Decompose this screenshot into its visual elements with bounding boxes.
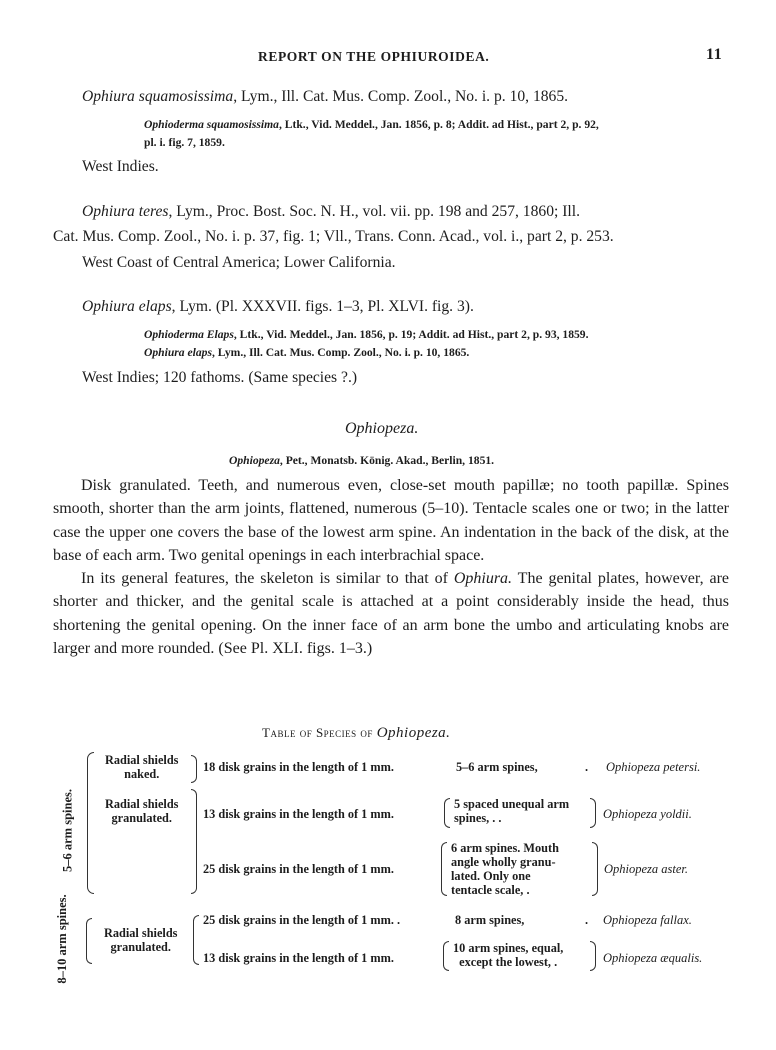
genus-description: [53, 474, 729, 660]
spines-brace: [592, 842, 598, 896]
disk-grains: 18 disk grains in the length of 1 mm.: [203, 760, 394, 774]
spines-brace: [443, 941, 449, 971]
table-title: Table of Species of Ophiopeza.: [262, 725, 451, 741]
description-paragraph: Disk granulated. Teeth, and numerous even, close-set mouth papillæ; no tooth papillæ. Spines smooth, shorter than the arm joints, flattened, numerous (5–10). Tentacle scales one or two; in the latter case the upper one covers the base of the lowest arm spine. An indentation in the back of the disk, at the base of each arm. Two genital openings in each interbrachial space.: [53, 477, 729, 564]
page-number: 11: [706, 46, 723, 63]
arm-spines: 5–6 arm spines,: [456, 760, 538, 774]
arm-spines: 5 spaced unequal arm spines, . .: [454, 797, 570, 825]
description-paragraph: In its general features, the skeleton is similar to that of Ophiura. The genital plates, however, are shorter and thicker, and the genital scale is attached at a point considerably inside the head, thus shortening the genital opening. On the inner face of an arm bone the umbo and articulating knobs are larger and more rounded. (See Pl. XLI. figs. 1–3.): [53, 570, 729, 658]
arm-spines: 6 arm spines. Mouth angle wholly granu- lated. Only one tentacle scale, .: [451, 841, 559, 897]
running-title: REPORT ON THE OPHIUROIDEA.: [258, 49, 490, 64]
species-entry-teres: [82, 203, 580, 221]
row-brace: [191, 789, 197, 894]
leader-dot: .: [585, 760, 589, 774]
species-citation: , Lym., Proc. Bost. Soc. N. H., vol. vii. pp. 198 and 257, 1860; Ill.: [168, 203, 580, 220]
species-name: Ophiopeza aster.: [604, 862, 689, 876]
species-name: Ophiopeza æqualis.: [603, 951, 703, 965]
spines-brace: [441, 842, 447, 896]
arm-spines: 8 arm spines,: [455, 913, 525, 927]
spines-brace: [590, 798, 596, 828]
spines-brace: [444, 798, 450, 828]
synonym-line: Ophioderma Elaps, Ltk., Vid. Meddel., Jan. 1856, p. 19; Addit. ad Hist., part 2, p. 93, 1859.: [144, 328, 589, 341]
species-citation: , Lym., Ill. Cat. Mus. Comp. Zool., No. i. p. 10, 1865.: [233, 88, 569, 105]
species-entry-elaps: [82, 298, 474, 316]
group-brace: [87, 752, 94, 894]
species-entry-squamosissima: [82, 88, 568, 106]
species-name: Ophiopeza fallax.: [603, 913, 692, 927]
row-brace: [191, 755, 197, 783]
leader-dot: .: [585, 913, 589, 927]
species-locality: West Coast of Central America; Lower California.: [82, 254, 396, 271]
species-name: Ophiura elaps: [82, 298, 172, 315]
synonym-line: Ophiura elaps, Lym., Ill. Cat. Mus. Comp. Zool., No. i. p. 10, 1865.: [144, 346, 470, 359]
radial-shields-label: Radial shields naked.: [105, 753, 179, 781]
species-citation: , Lym. (Pl. XXXVII. figs. 1–3, Pl. XLVI. fig. 3).: [171, 298, 474, 315]
species-locality: West Indies; 120 fathoms. (Same species ?.): [82, 369, 358, 386]
disk-grains: 13 disk grains in the length of 1 mm.: [203, 951, 394, 965]
species-name: Ophiopeza yoldii.: [603, 807, 692, 821]
species-citation-continued: Cat. Mus. Comp. Zool., No. i. p. 37, fig. 1; Vll., Trans. Conn. Acad., vol. i., part 2, p. 253.: [53, 228, 614, 245]
genus-title: Ophiopeza.: [345, 420, 419, 437]
spines-brace: [590, 941, 596, 971]
synonym-line: Ophioderma squamosissima, Ltk., Vid. Meddel., Jan. 1856, p. 8; Addit. ad Hist., part 2, p. 92,: [144, 118, 599, 131]
species-name: Ophiopeza petersi.: [606, 760, 701, 774]
group-label: 5–6 arm spines.: [60, 789, 75, 872]
genus-reference: Ophiopeza, Pet., Monatsb. König. Akad., Berlin, 1851.: [229, 454, 495, 467]
radial-shields-label: Radial shields granulated.: [105, 797, 179, 825]
disk-grains: 25 disk grains in the length of 1 mm.: [203, 862, 394, 876]
disk-grains: 13 disk grains in the length of 1 mm.: [203, 807, 394, 821]
group-brace: [86, 918, 92, 964]
disk-grains: 25 disk grains in the length of 1 mm. .: [203, 913, 401, 927]
row-brace: [193, 915, 199, 965]
synonym-line: pl. i. fig. 7, 1859.: [144, 136, 225, 149]
species-name: Ophiura squamosissima: [82, 88, 234, 105]
group-label: 8–10 arm spines.: [55, 894, 69, 984]
arm-spines: 10 arm spines, equal, except the lowest, .: [453, 941, 564, 969]
radial-shields-label: Radial shields granulated.: [104, 926, 178, 954]
species-locality: West Indies.: [82, 158, 159, 175]
species-name: Ophiura teres: [82, 203, 169, 220]
